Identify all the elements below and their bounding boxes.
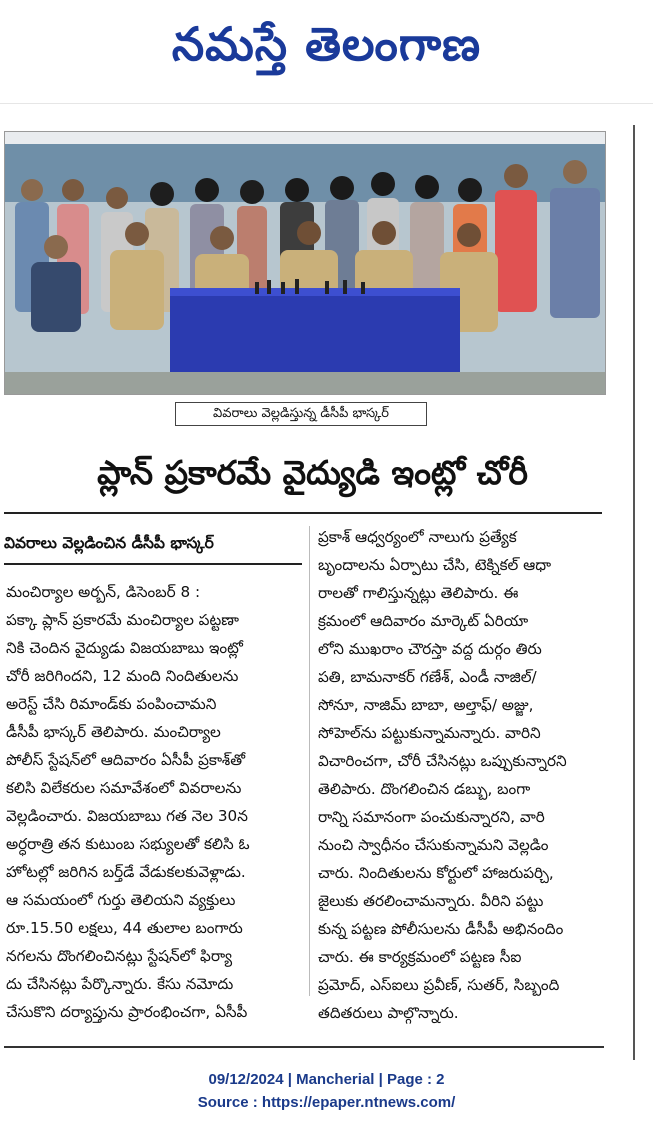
footer-source: Source : https://epaper.ntnews.com/ <box>197 1094 456 1111</box>
article-column-left <box>6 578 302 1026</box>
article-line: కలిసి విలేకరుల సమావేశంలో వివరాలను <box>6 779 242 797</box>
article-line: వెల్లడించారు. విజయబాబు గత నెల 30న <box>6 807 248 825</box>
footer-edition-info: 09/12/2024 | Mancherial | Page : 2 <box>208 1071 445 1088</box>
article-line: పతి, బామనాకర్ గణేశ్, ఎండీ నాజిల్/ <box>318 668 537 686</box>
photo-caption: వివరాలు వెల్లడిస్తున్న డీసీపీ భాస్కర్ <box>175 402 427 426</box>
article-line: చారు. ఈ కార్యక్రమంలో పట్టణ సీఐ <box>318 948 522 966</box>
article-line: పోలీస్ స్టేషన్‌లో ఆదివారం ఏసీపీ ప్రకాశ్‌తో <box>6 751 246 769</box>
newspaper-logo-title: నమస్తే తెలంగాణ <box>171 17 482 71</box>
headline-divider <box>4 512 602 514</box>
article-line: నగలను దొంగలించినట్లు స్టేషన్‌లో ఫిర్యా <box>6 947 233 965</box>
article-line: అరెస్ట్ చేసి రిమాండ్‌కు పంపించామని <box>6 695 217 713</box>
article-line: క్రమంలో ఆదివారం మార్కెట్ ఏరియా <box>318 612 529 630</box>
article-line: రూ.15.50 లక్షలు, 44 తులాల బంగారు <box>6 919 243 937</box>
page-footer <box>0 1068 653 1114</box>
article-column-right <box>318 523 606 1027</box>
article-line: లోని ముఖరాం చౌరస్తా వద్ద దుర్గం తిరు <box>318 640 542 658</box>
article-line: బృందాలను ఏర్పాటు చేసి, టెక్నికల్ ఆధా <box>318 556 552 574</box>
article-line: ప్రమోద్, ఎస్ఐలు ప్రవీణ్, సుతర్, సిబ్బంది <box>318 976 560 994</box>
article-line: చోరీ జరిగిందని, 12 మంది నిందితులను <box>6 667 239 685</box>
masthead-divider <box>0 103 653 104</box>
article-line: హోటల్లో జరిగిన బర్త్‌డే వేడుకలకువెళ్లాడు. <box>6 863 246 881</box>
article-line: నుంచి స్వాధీనం చేసుకున్నామని వెల్లడిం <box>318 836 549 854</box>
article-line: కున్న పట్టణ పోలీసులను డీసీపీ అభినందిం <box>318 920 564 938</box>
article-headline: ప్లాన్ ప్రకారమే వైద్యుడి ఇంట్లో చోరీ <box>97 453 528 492</box>
article-line: తెలిపారు. దొంగలించిన డబ్బు, బంగా <box>318 780 531 798</box>
article-line: డీసీపీ భాస్కర్ తెలిపారు. మంచిర్యాల <box>6 723 221 741</box>
article-line: చారు. నిందితులను కోర్టులో హాజరుపర్చి, <box>318 864 554 882</box>
article-line: రాన్ని సమానంగా పంచుకున్నారని, వారి <box>318 808 545 826</box>
article-line: విచారించగా, చోరీ చేసినట్లు ఒప్పుకున్నారని <box>318 752 567 770</box>
article-line: అర్ధరాత్రి తన కుటుంబ సభ్యులతో కలిసి ఓ <box>6 835 250 853</box>
page-edge-rule <box>633 125 635 1060</box>
masthead <box>0 0 653 100</box>
press-meet-photo-illustration <box>5 132 605 394</box>
article-line: నికి చెందిన వైద్యుడు విజయబాబు ఇంట్లో <box>6 639 243 657</box>
article-line: మంచిర్యాల అర్బన్, డిసెంబర్ 8 : <box>6 583 201 601</box>
article-subheadline: వివరాలు వెల్లడించిన డీసీపీ భాస్కర్ <box>4 534 214 552</box>
article-line: పక్కా ప్లాన్ ప్రకారమే మంచిర్యాల పట్టణా <box>6 611 239 629</box>
article-line: దు చేసినట్లు పేర్కొన్నారు. కేసు నమోదు <box>6 975 234 993</box>
news-photo <box>4 131 606 395</box>
article-line: ఆ సమయంలో గుర్తు తెలియని వ్యక్తులు <box>6 891 236 909</box>
article-line: జైలుకు తరలించామన్నారు. వీరిని పట్టు <box>318 892 544 910</box>
article-line: తదితరులు పాల్గొన్నారు. <box>318 1004 459 1022</box>
article-bottom-divider <box>4 1046 604 1048</box>
article-line: చేసుకొని దర్యాప్తును ప్రారంభించగా, ఏసీపీ <box>6 1003 248 1021</box>
article-line: సోనూ, నాజిమ్ బాబా, అల్తాఫ్/ అజ్జు, <box>318 696 534 714</box>
article-line: రాలతో గాలిస్తున్నట్లు తెలిపారు. ఈ <box>318 584 519 602</box>
article-line: ప్రకాశ్ ఆధ్వర్యంలో నాలుగు ప్రత్యేక <box>318 528 517 546</box>
article-line: సోహెల్‌ను పట్టుకున్నామన్నారు. వారిని <box>318 724 541 742</box>
column-divider <box>309 526 310 996</box>
subhead-divider <box>4 563 302 565</box>
